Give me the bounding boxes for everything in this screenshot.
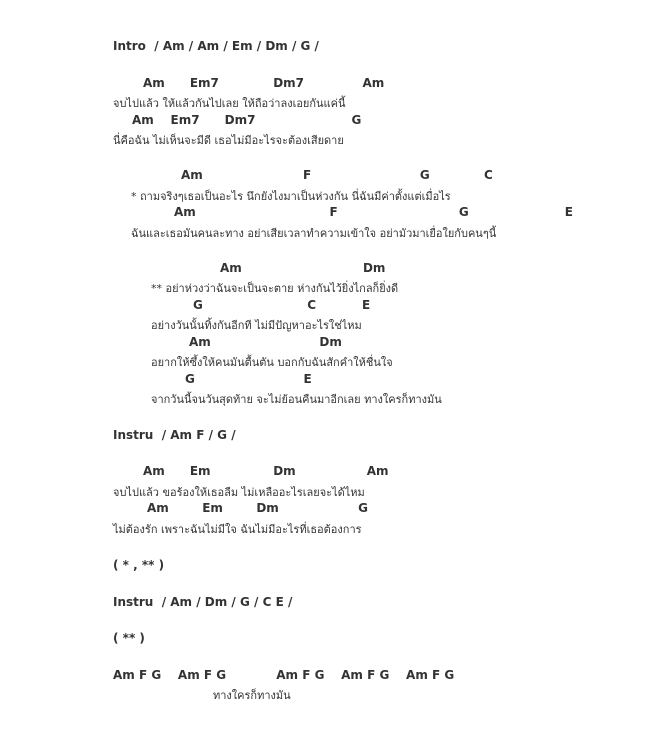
chord-line: Am Dm [220,261,386,275]
lyric-line: ** อย่าห่วงว่าฉันจะเป็นจะตาย ห่างกันไว้ยิ่งไกลก็ยิ่งดี [151,282,399,295]
section-heading: ( ** ) [113,631,145,645]
chord-line: Am Em Dm G [147,501,369,515]
section-heading: Intro / Am / Am / Em / Dm / G / [113,39,319,53]
chord-line: Am Dm [189,335,342,349]
section-heading: Instru / Am F / G / [113,428,236,442]
lyric-line: จบไปแล้ว ให้แล้วกันไปเลย ให้ถือว่าลงเอยกันแค่นี้ [113,97,346,110]
lyric-line: อย่างวันนั้นทิ้งกันอีกที ไม่มีปัญหาอะไรใช่ไหม [151,319,362,332]
section-heading: ( * , ** ) [113,558,165,572]
chord-line: Am Em7 Dm7 Am [143,76,385,90]
lyric-line: ฉันและเธอมันคนละทาง อย่าเสียเวลาทำความเข้าใจ อย่ามัวมาเยื่อใยกับคนๆนี้ [131,227,497,240]
chord-line: Am F G Am F G Am F G Am F G Am F G [113,668,455,682]
lyric-line: ไม่ต้องรัก เพราะฉันไม่มีใจ ฉันไม่มีอะไรที่เธอต้องการ [113,523,362,536]
lyric-line: นี่คือฉัน ไม่เห็นจะมีดี เธอไม่มีอะไรจะต้องเสียดาย [113,134,344,147]
lyric-line: จากวันนี้จนวันสุดท้าย จะไม่ย้อนคืนมาอีกเลย ทางใครก็ทางมัน [151,393,442,406]
lyric-line: ทางใครก็ทางมัน [213,689,291,702]
chord-line: Am F G C [181,168,493,182]
lyric-line: * ถามจริงๆเธอเป็นอะไร นึกยังไงมาเป็นห่วงกัน นี่ฉันมีค่าตั้งแต่เมื่อไร [131,190,451,203]
lyric-line: อยากให้ซึ้งให้คนมันตื้นตัน บอกกับฉันสักคำให้ชื่นใจ [151,356,393,369]
chord-line: G C E [193,298,371,312]
chord-line: G E [185,372,312,386]
section-heading: Instru / Am / Dm / G / C E / [113,595,293,609]
chord-line: Am F G E [174,205,573,219]
lyric-line: จบไปแล้ว ขอร้องให้เธอลืม ไม่เหลืออะไรเลยจะได้ไหม [113,486,365,499]
chord-line: Am Em7 Dm7 G [132,113,362,127]
chord-line: Am Em Dm Am [143,464,389,478]
